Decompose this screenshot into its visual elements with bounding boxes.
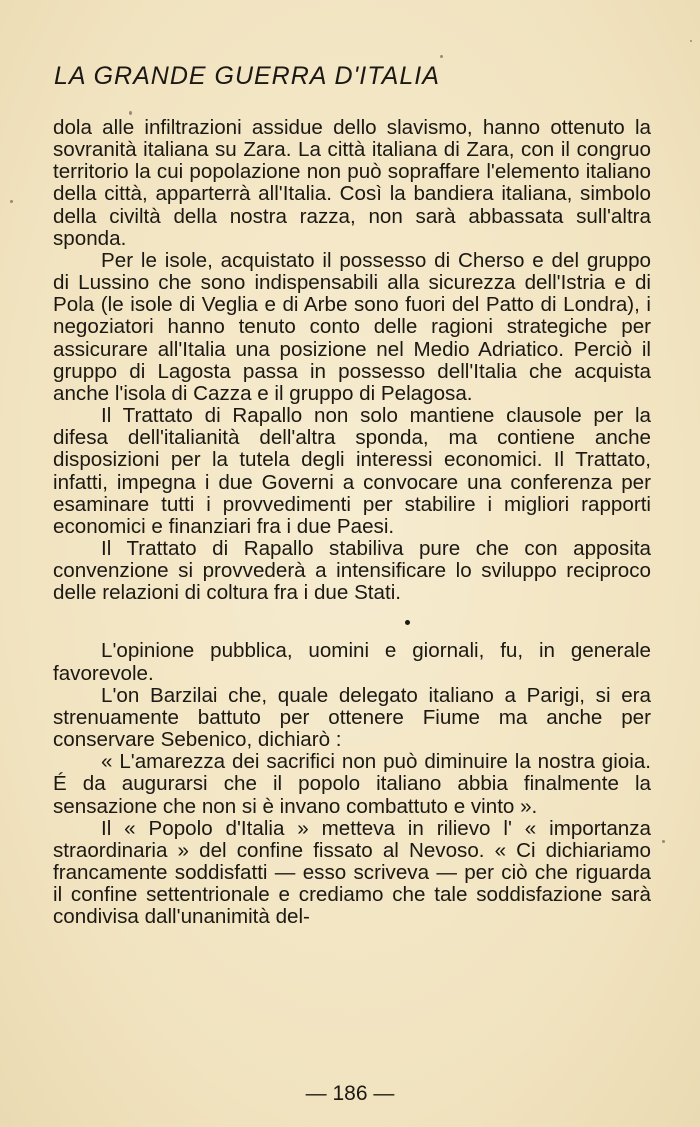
paragraph-continued: dola alle infiltrazioni assidue dello slavismo, hanno ottenuto la sovranità italiana su Zara. La città italiana di Zara, con il congruo territorio la cui popolazione non può sopraffare l'elemento italiano della città, apparterrà all'Italia. Così la bandiera italiana, simbolo della civiltà della nostra razza, non sarà abbassata sull'altra sponda.	[53, 116, 651, 250]
print-speck	[440, 55, 443, 58]
section-separator	[53, 604, 651, 626]
body-text	[53, 117, 651, 928]
page-number: — 186 —	[305, 1082, 395, 1105]
paragraph-islands: Per le isole, acquistato il possesso di Cherso e del gruppo di Lussino che sono indispensabili alla sicurezza dell'Istria e di Pola (le isole di Veglia e di Arbe sono fuori del Patto di Londra), i negoziatori hanno tenuto conto delle ragioni strategiche per assicurare all'Italia una posizione nel Medio Adriatico. Perciò il gruppo di Lagosta passa in possesso dell'Italia che acquista anche l'isola di Cazza e il gruppo di Pelagosa.	[53, 248, 651, 405]
paragraph-economic-clauses: Il Trattato di Rapallo non solo mantiene clausole per la difesa dell'italianità dell'altra sponda, ma contiene anche disposizioni per la tutela degli interessi economici. Il Trattato, infatti, impegna i due Governi a convocare una conferenza per esaminare tutti i provvedimenti per stabilire i migliori rapporti economici e finanziari fra i due Paesi.	[53, 404, 651, 538]
section-gap	[53, 626, 651, 640]
print-speck	[129, 111, 132, 115]
running-title: LA GRANDE GUERRA D'ITALIA	[54, 62, 440, 90]
paragraph-public-opinion: L'opinione pubblica, uomini e giornali, fu, in generale favorevole.	[53, 639, 651, 685]
paragraph-barzilai: L'on Barzilai che, quale delegato italiano a Parigi, si era strenuamente battuto per ottenere Fiume ma anche per conservare Sebenico, dichiarò :	[53, 683, 651, 752]
paragraph-popolo-italia: Il « Popolo d'Italia » metteva in rilievo l' « importanza straordinaria » del confine fissato al Nevoso. « Ci dichiariamo francamente soddisfatti — esso scriveva — per ciò che riguarda il confine settentrionale e crediamo che tale soddisfazione sarà condivisa dall'unanimità del-	[53, 816, 651, 929]
print-speck	[662, 840, 665, 843]
paragraph-quotation: « L'amarezza dei sacrifici non può diminuire la nostra gioia. É da augurarsi che il popolo italiano abbia finalmente la sensazione che non si è invano combattuto e vinto ».	[53, 750, 651, 818]
paragraph-cultural-relations: Il Trattato di Rapallo stabiliva pure che con apposita convenzione si provvederà a intensificare lo sviluppo reciproco delle relazioni di coltura fra i due Stati.	[53, 536, 651, 605]
print-speck	[690, 40, 692, 42]
separator-dot	[405, 620, 410, 625]
print-speck	[10, 200, 13, 203]
